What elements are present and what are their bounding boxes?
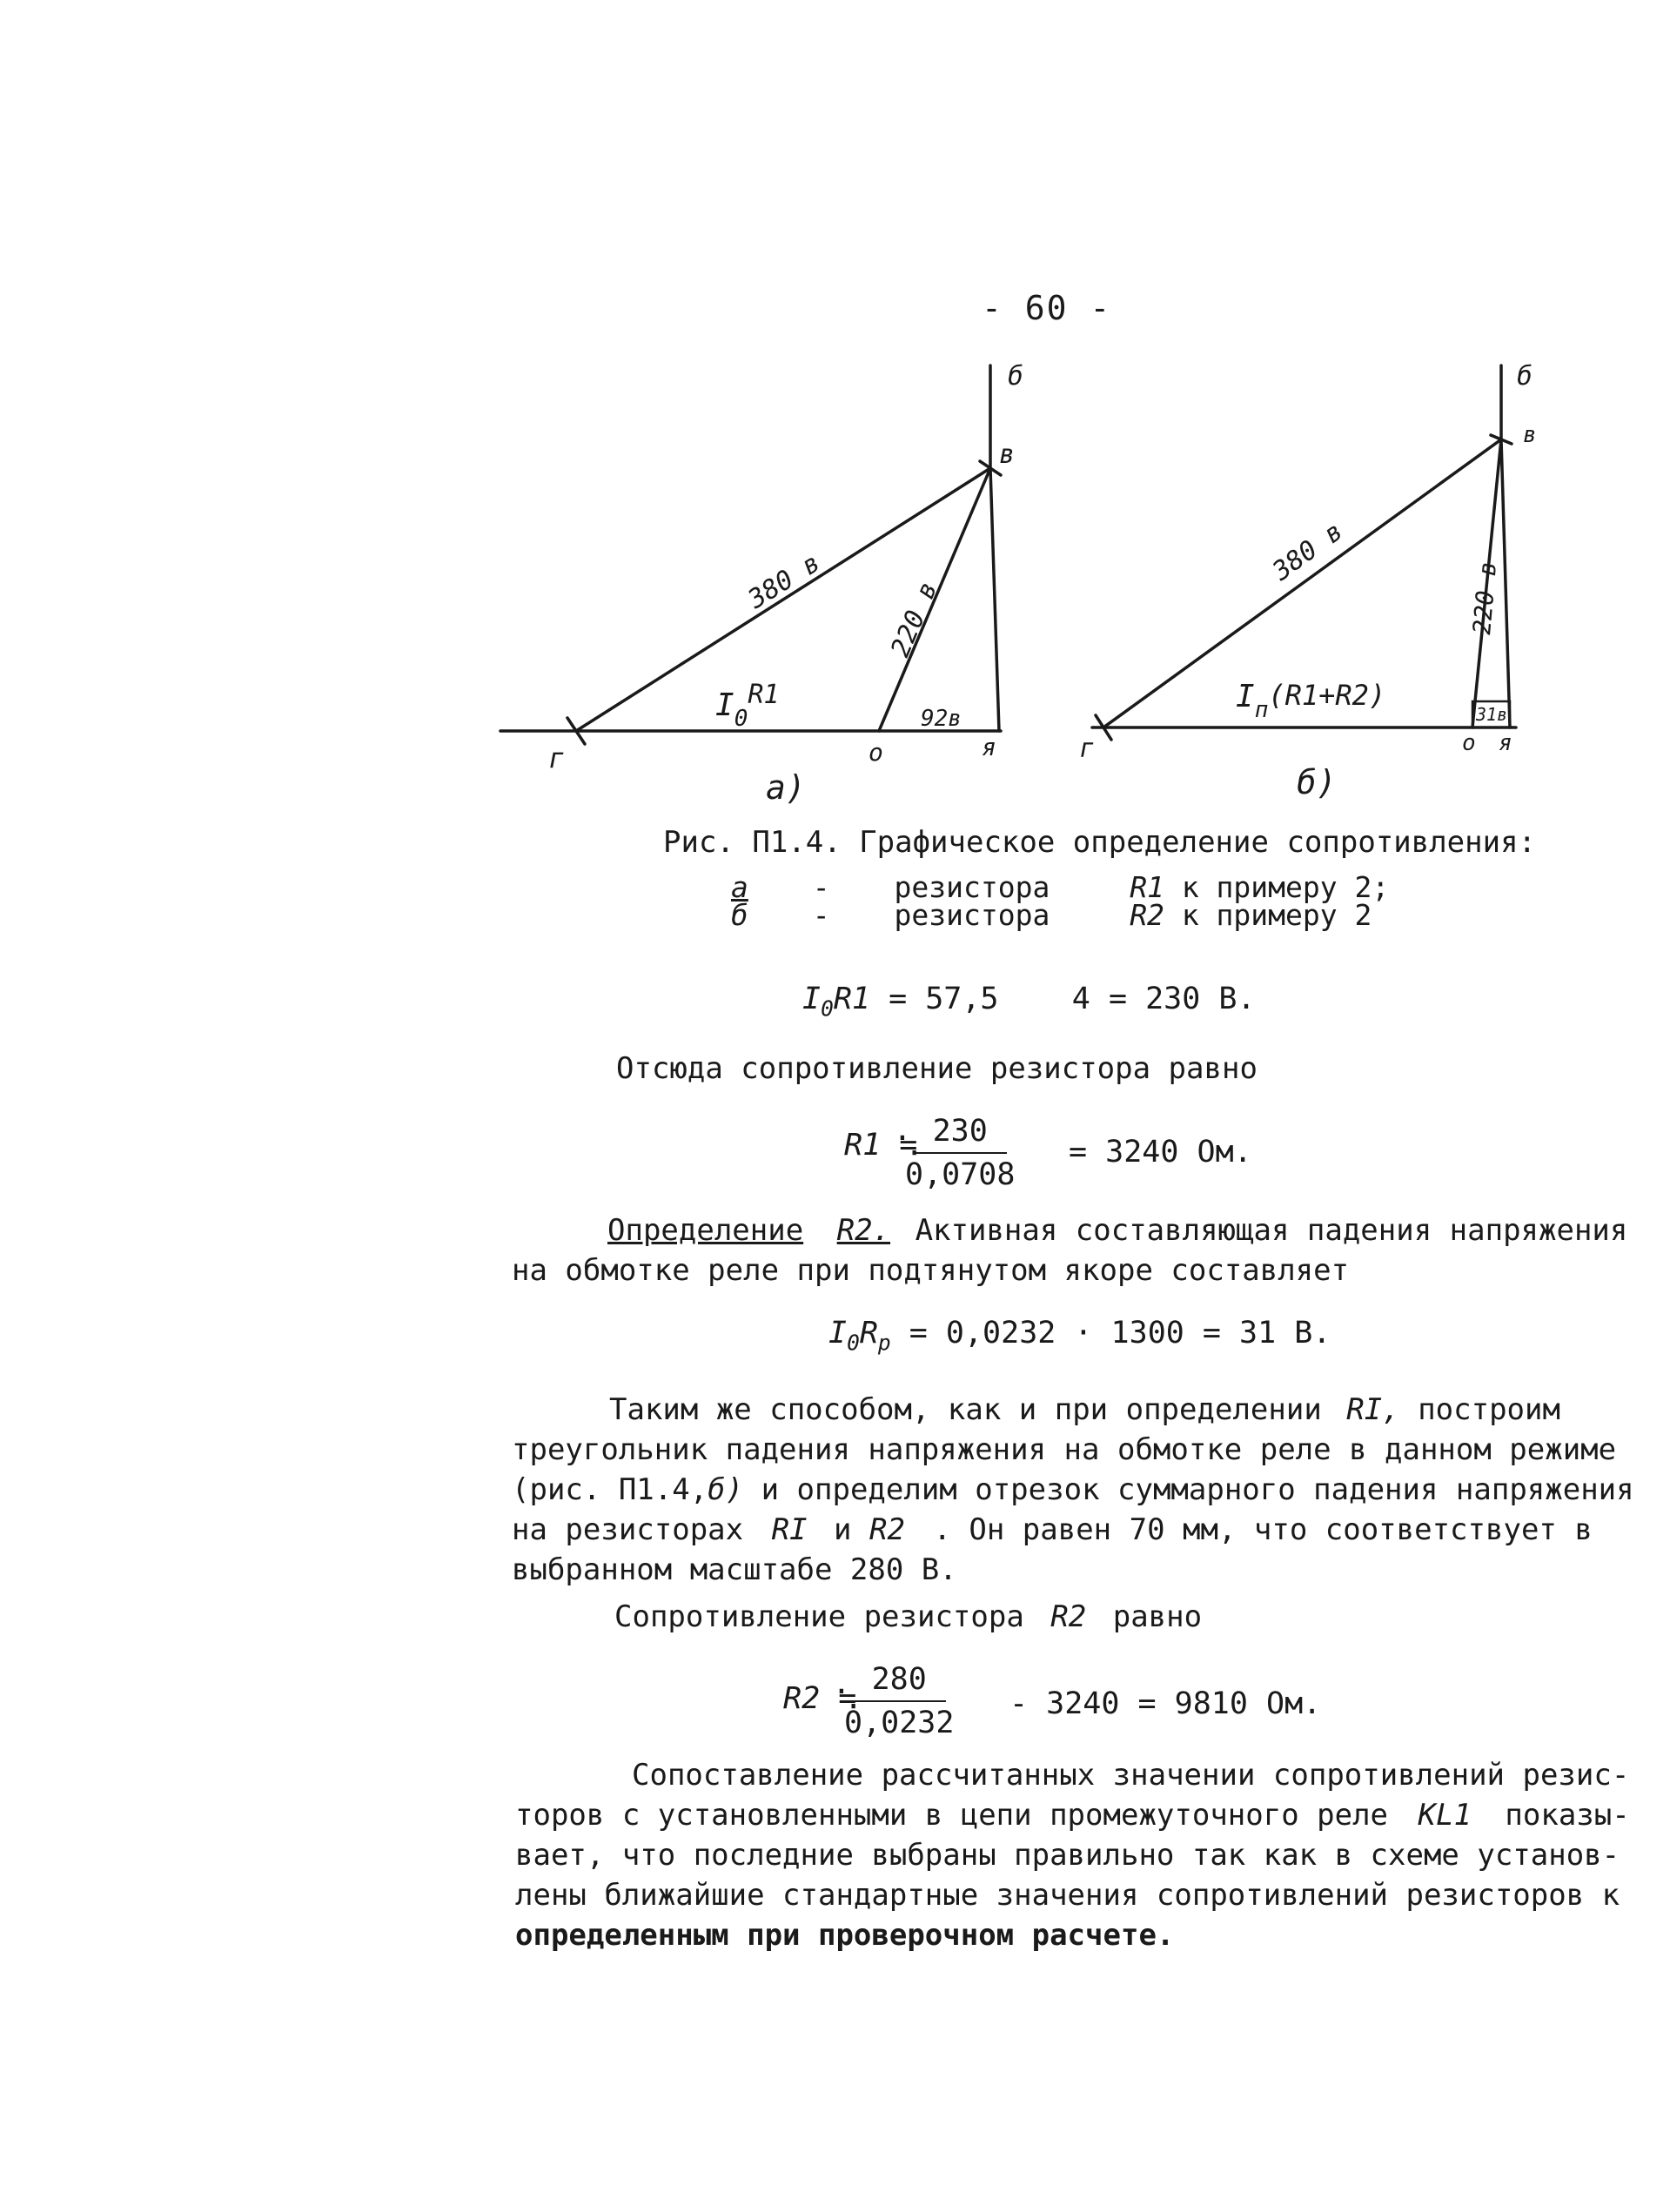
page-number: - 60 -: [982, 289, 1112, 327]
diagram-a-label-top: б: [1008, 361, 1024, 392]
caption-row1-tail: к примеру 2;: [1181, 870, 1390, 904]
vector-diagram-figure: [0, 0, 1670, 835]
diagram-b-panel-label: б): [1297, 763, 1337, 801]
para-main-line-2: треугольник падения напряжения на обмотке реле в данном режиме: [512, 1432, 1617, 1467]
diagram-b-segment-label: $I_п(R1+R2)$: [1236, 679, 1386, 723]
diagram-a-label-v: в: [999, 439, 1016, 470]
formula-r2-fraction: [844, 1662, 954, 1740]
diagram-a-label-o: о: [869, 738, 883, 767]
caption-row2-letter: б: [731, 898, 748, 932]
para-final-line-4: лены ближайшие стандартные значения сопротивлений резисторов к: [515, 1878, 1620, 1913]
diagram-a-side-vertical: [990, 468, 999, 731]
formula-r2-denominator: 0,0232: [844, 1706, 955, 1740]
para-final-line-5: определенным при проверочном расчете.: [515, 1918, 1175, 1953]
formula-r2-approx: ≒: [838, 1681, 857, 1716]
para-main-line-1: Таким же способом, как и при определении RI, построим: [609, 1392, 1560, 1427]
formula-r1-denominator: 0,0708: [905, 1157, 1016, 1192]
figure-caption-row-2: [731, 898, 1372, 932]
diagram-a-side-92-label: 92в: [921, 706, 962, 732]
caption-row1-dash: -: [812, 870, 830, 904]
para-r2-heading-res: R2.: [836, 1213, 891, 1248]
text-r2-ravno: Сопротивление резистора R2 равно: [614, 1599, 1203, 1634]
caption-row1-res: R1: [1130, 870, 1164, 904]
para-final-line-3: вает, что последние выбраны правильно так как в схеме установ-: [515, 1838, 1620, 1873]
para-r2-line1-rest: Активная составляющая падения напряжения: [915, 1213, 1628, 1248]
caption-row2-res: R2: [1130, 898, 1164, 932]
caption-row2-word: резистора: [894, 898, 1050, 932]
text-otsyuda: Отсюда сопротивление резистора равно: [616, 1051, 1258, 1086]
caption-row1-letter: а: [731, 870, 748, 904]
formula-i0rp: $I_0R_p = 0,0232 \cdot 1300 = 31$ В.: [828, 1316, 1331, 1356]
diagram-b-side-220-label: 220 в: [1467, 560, 1503, 636]
figure-caption-title: Рис. П1.4. Графическое определение сопротивления:: [663, 825, 1537, 860]
formula-r1-fraction: [905, 1114, 1015, 1192]
diagram-b-label-g: г: [1079, 734, 1096, 764]
diagram-b-side-31-label: 31в: [1476, 704, 1508, 725]
diagram-a-side-380-label: 380 в: [742, 547, 826, 615]
para-r2-line-2: на обмотке реле при подтянутом якоре составляет: [512, 1253, 1350, 1288]
diagram-b-label-v: в: [1523, 422, 1537, 448]
diagram-a-label-g: г: [548, 741, 566, 774]
formula-r2-numerator: 280: [853, 1662, 946, 1702]
diagram-b-side-380-label: 380 в: [1267, 516, 1349, 587]
caption-row2-dash: -: [812, 898, 830, 932]
formula-r1-numerator: 230: [914, 1114, 1007, 1154]
diagram-b-label-top: б: [1517, 361, 1533, 392]
formula-r1-lhs: R1: [844, 1128, 882, 1163]
para-main-line-4: на резисторах RI и R2 . Он равен 70 мм, что соответствует в: [512, 1512, 1593, 1547]
para-final-line-2: торов с установленными в цепи промежуточного реле KL1 показы-: [515, 1798, 1630, 1833]
para-main-line-3: (рис. П1.4,б) и определим отрезок суммарного падения напряжения: [512, 1472, 1634, 1507]
diagram-b-label-a: я: [1499, 730, 1512, 756]
formula-i0r1: $I_0R1 = 57,5$ 4 = 230 В.: [802, 982, 1256, 1022]
caption-row2-tail: к примеру 2: [1181, 898, 1372, 932]
formula-r1-rhs: = 3240 Ом.: [1069, 1135, 1252, 1170]
diagram-b-side-vertical: [1501, 439, 1510, 727]
diagram-a-label-a: я: [982, 733, 996, 761]
formula-r1-approx: ≒: [899, 1128, 918, 1163]
diagram-a-side-220-label: 220 в: [885, 577, 944, 662]
formula-r2-lhs: R2: [783, 1681, 821, 1716]
para-r2-heading: Определение: [607, 1213, 804, 1248]
para-final-line-1: Сопоставление рассчитанных значении сопротивлений резис-: [632, 1758, 1630, 1793]
diagram-a-segment-label: $I_0^{R1}$: [715, 680, 780, 732]
diagram-b-label-o: о: [1462, 730, 1476, 756]
diagram-a-panel-label: а): [766, 768, 806, 807]
para-r2-line-1: [607, 1213, 1627, 1248]
formula-r2-rhs: - 3240 = 9810 Ом.: [1009, 1686, 1322, 1721]
para-main-line-5: выбранном масштабе 280 В.: [512, 1552, 957, 1587]
caption-row1-word: резистора: [894, 870, 1050, 904]
